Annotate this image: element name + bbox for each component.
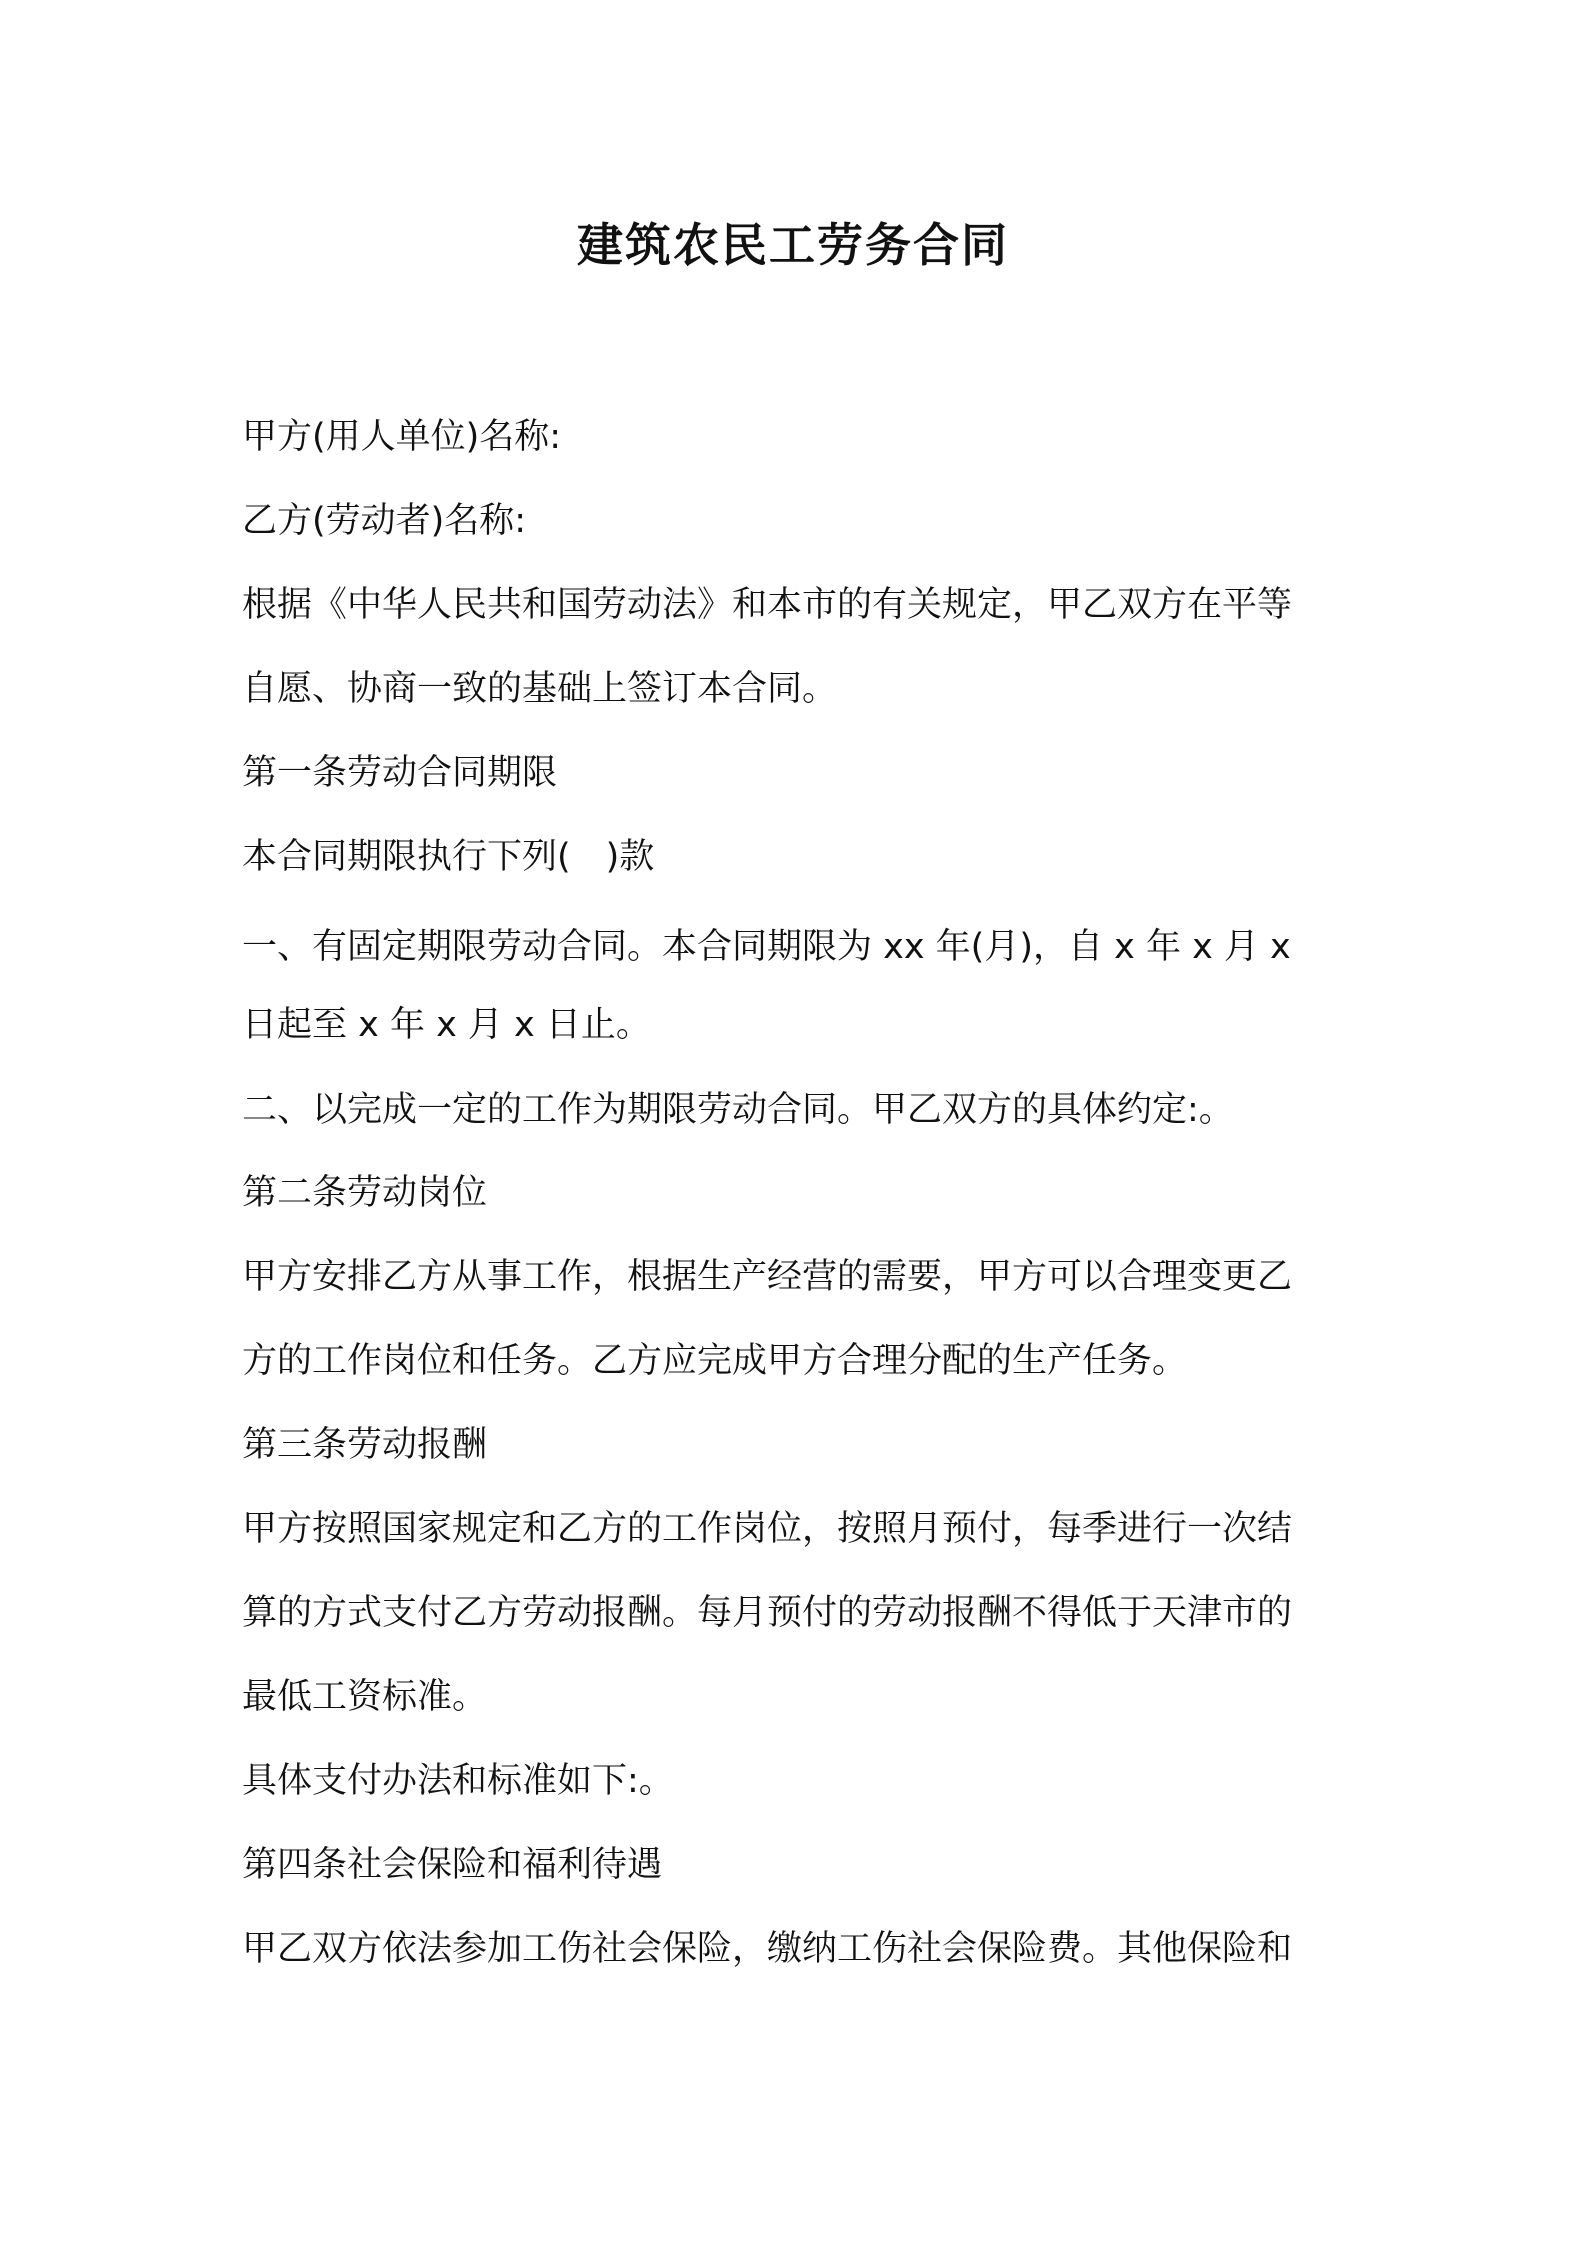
- article-3-heading: 第三条劳动报酬: [242, 1425, 488, 1465]
- party-b-name-line: 乙方(劳动者)名称:: [242, 501, 527, 541]
- article-1-item-1-line-2: 日起至 x 年 x 月 x 日止。: [242, 1005, 651, 1045]
- article-1-item-2: 二、以完成一定的工作为期限劳动合同。甲乙双方的具体约定:。: [242, 1090, 1234, 1130]
- party-a-name-line: 甲方(用人单位)名称:: [242, 417, 562, 457]
- article-1-clause-intro: 本合同期限执行下列( )款: [242, 837, 655, 877]
- article-1-item-1-line-1: 一、有固定期限劳动合同。本合同期限为 xx 年(月)，自 x 年 x 月 x: [242, 927, 1291, 967]
- preamble-line-2: 自愿、协商一致的基础上签订本合同。: [242, 669, 838, 709]
- article-4-heading: 第四条社会保险和福利待遇: [242, 1845, 663, 1885]
- article-4-line-1: 甲乙双方依法参加工伤社会保险，缴纳工伤社会保险费。其他保险和: [242, 1929, 1293, 1969]
- article-3-payment-method: 具体支付办法和标准如下:。: [242, 1761, 674, 1801]
- article-3-line-2: 算的方式支付乙方劳动报酬。每月预付的劳动报酬不得低于天津市的: [242, 1593, 1293, 1633]
- article-3-line-1: 甲方按照国家规定和乙方的工作岗位，按照月预付，每季进行一次结: [242, 1509, 1293, 1549]
- preamble-line-1: 根据《中华人民共和国劳动法》和本市的有关规定，甲乙双方在平等: [242, 585, 1293, 625]
- document-title: 建筑农民工劳务合同: [577, 218, 1009, 272]
- article-2-line-2: 方的工作岗位和任务。乙方应完成甲方合理分配的生产任务。: [242, 1341, 1188, 1381]
- article-2-heading: 第二条劳动岗位: [242, 1173, 488, 1213]
- article-1-heading: 第一条劳动合同期限: [242, 753, 558, 793]
- article-3-line-3: 最低工资标准。: [242, 1677, 488, 1717]
- article-2-line-1: 甲方安排乙方从事工作，根据生产经营的需要，甲方可以合理变更乙: [242, 1257, 1293, 1297]
